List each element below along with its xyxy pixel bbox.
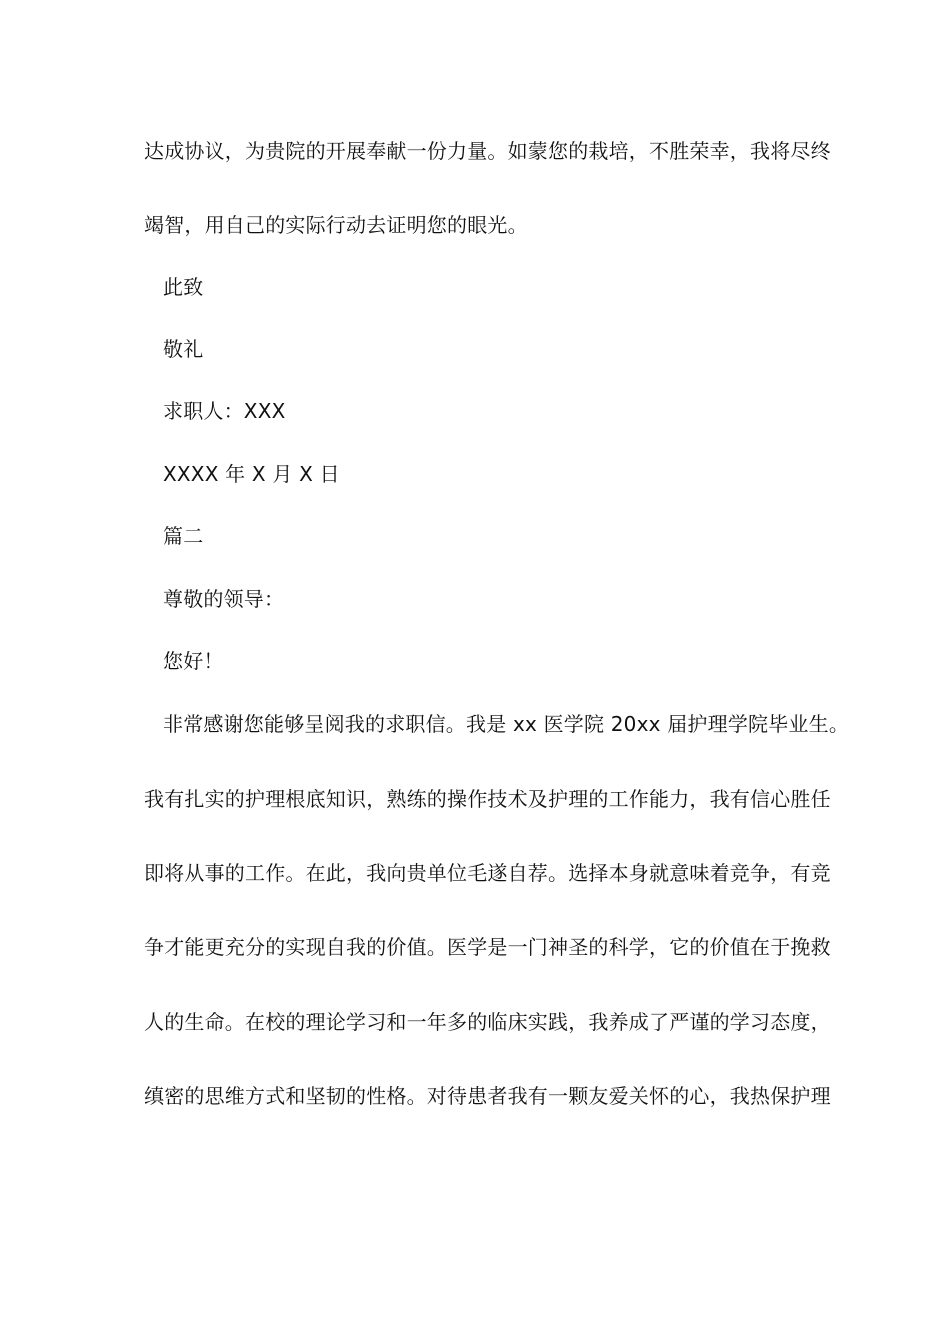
closing-regards: 敬礼 [163, 337, 204, 361]
paragraph-line: 我有扎实的护理根底知识，熟练的操作技术及护理的工作能力，我有信心胜任 [144, 787, 831, 811]
applicant-signature: 求职人：XXX [163, 399, 286, 423]
letter-date: XXXX 年 X 月 X 日 [163, 462, 340, 486]
section-heading: 篇二 [163, 524, 204, 548]
paragraph-line: 竭智，用自己的实际行动去证明您的眼光。 [144, 213, 528, 237]
paragraph-line: 非常感谢您能够呈阅我的求职信。我是 xx 医学院 20xx 届护理学院毕业生。 [163, 712, 850, 736]
greeting: 您好！ [163, 649, 224, 673]
paragraph-line: 达成协议，为贵院的开展奉献一份力量。如蒙您的栽培，不胜荣幸，我将尽终 [144, 139, 831, 163]
paragraph-line: 争才能更充分的实现自我的价值。医学是一门神圣的科学，它的价值在于挽救 [144, 935, 831, 959]
paragraph-line: 缜密的思维方式和坚韧的性格。对待患者我有一颗友爱关怀的心，我热保护理 [144, 1084, 831, 1108]
paragraph-line: 人的生命。在校的理论学习和一年多的临床实践，我养成了严谨的学习态度， [144, 1010, 831, 1034]
closing-salutation: 此致 [163, 275, 204, 299]
paragraph-line: 即将从事的工作。在此，我向贵单位毛遂自荐。选择本身就意味着竞争，有竞 [144, 861, 831, 885]
letter-salutation: 尊敬的领导： [163, 587, 285, 611]
